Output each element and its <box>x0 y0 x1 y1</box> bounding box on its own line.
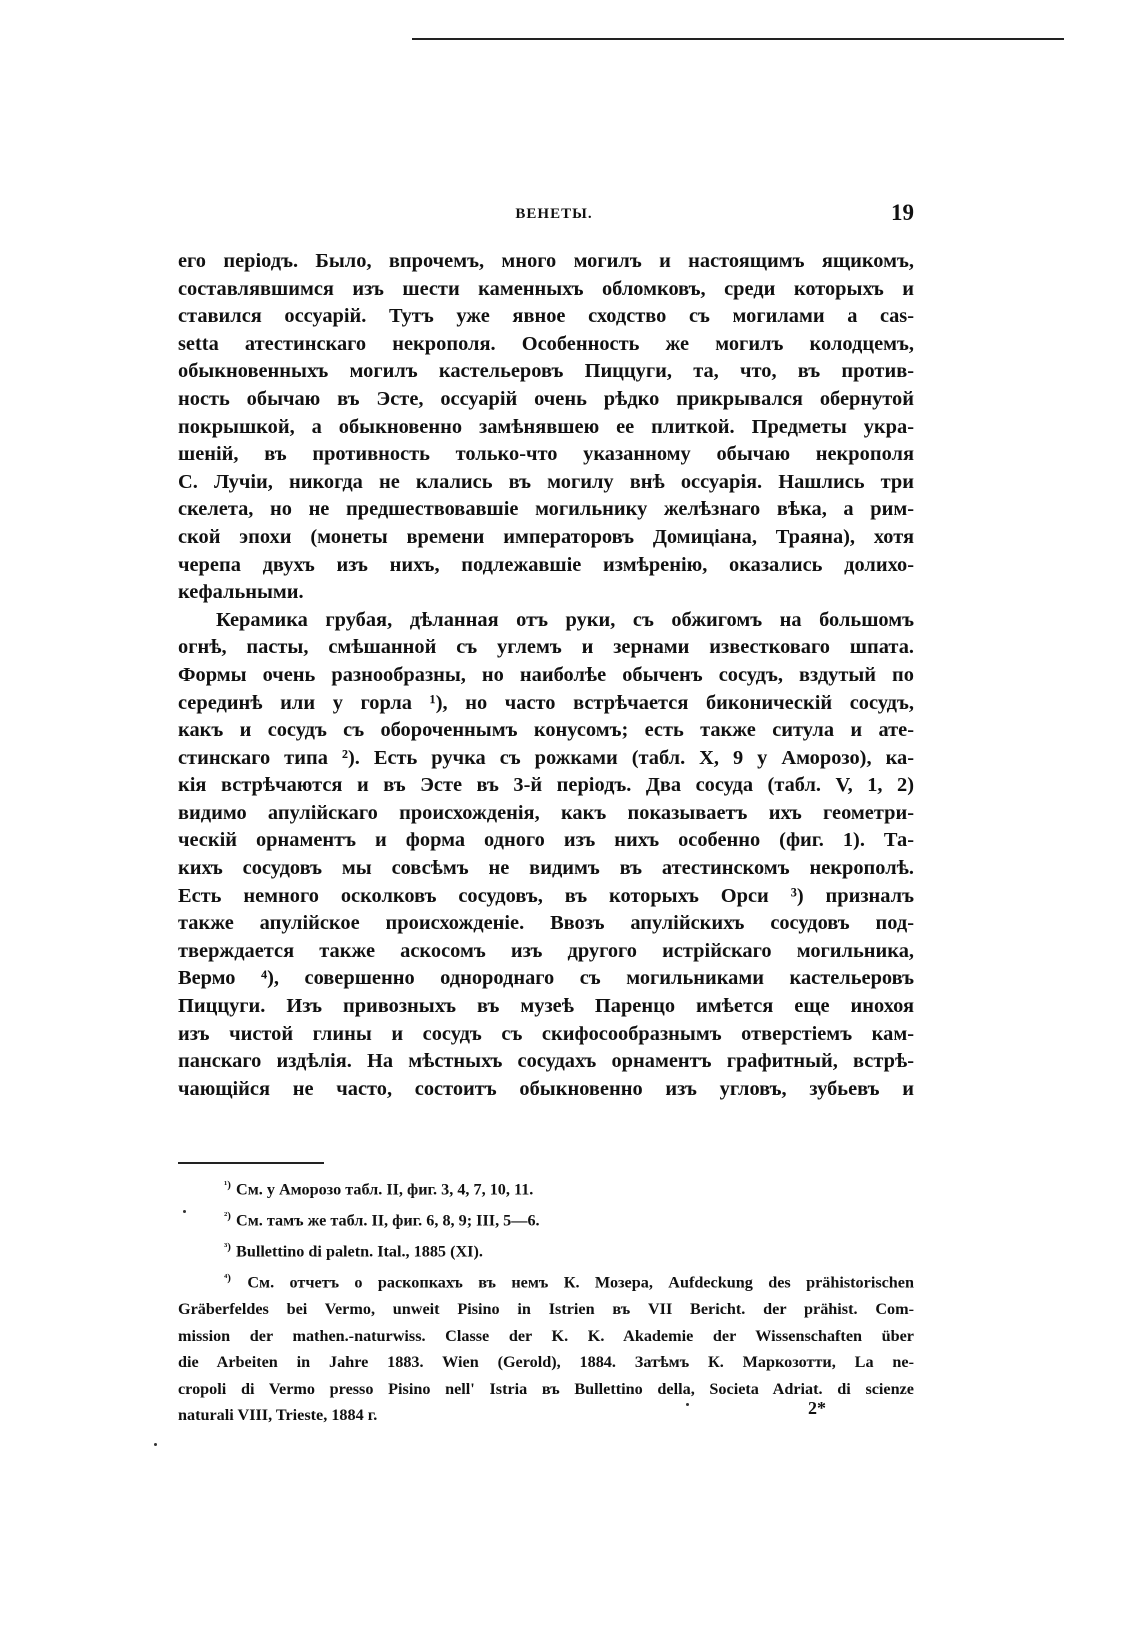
print-speck <box>686 1403 689 1406</box>
footnote-rule <box>178 1162 324 1164</box>
text-line: изъ чистой глины и сосудъ съ скифосообразнымъ отверстіемъ кам- <box>178 1022 914 1045</box>
footnote-mark: ²) <box>224 1209 231 1222</box>
print-speck <box>154 1443 157 1446</box>
text-line: видимо апулійскаго происхожденія, какъ показываетъ ихъ геометри- <box>178 801 914 824</box>
text-line: чающійся не часто, состоитъ обыкновенно изъ угловъ, зубьевъ и <box>178 1077 914 1100</box>
text-line: кефальными. <box>178 581 304 604</box>
text-line: его періодъ. Было, впрочемъ, много могилъ и настоящимъ ящикомъ, <box>178 250 914 272</box>
running-title: ВЕНЕТЫ. <box>515 206 593 222</box>
text-line: Формы очень разнообразны, но наиболѣе обыченъ сосудъ, вздутый по <box>178 663 914 686</box>
text-line: какъ и сосудъ съ обороченнымъ конусомъ; есть также ситула и ате- <box>178 719 914 742</box>
footnote-mark: ¹) <box>224 1179 231 1191</box>
text-line: Вермо ⁴), совершенно однороднаго съ могильниками кастельеровъ <box>178 967 914 990</box>
text-line: ставился оссуарій. Тутъ уже явное сходство съ могилами a cas- <box>178 305 914 328</box>
footnote-3 <box>178 1234 914 1265</box>
footnote-text: mission der mathen.-naturwiss. Classe der K. K. Akademie der Wissenschaften über <box>178 1326 914 1345</box>
footnote-text: Bullettino di paletn. Ital., 1885 (XI). <box>236 1242 483 1261</box>
footnote-text: См. у Аморозо табл. II, фиг. 3, 4, 7, 10, 11. <box>236 1180 534 1199</box>
text-line: Есть немного осколковъ сосудовъ, въ которыхъ Орси ³) призналъ <box>178 884 914 907</box>
text-line: панскаго издѣлія. На мѣстныхъ сосудахъ орнаментъ графитный, встрѣ- <box>178 1050 914 1073</box>
body-text <box>178 248 914 1103</box>
text-line: Керамика грубая, дѣланная отъ руки, съ обжигомъ на большомъ <box>216 608 914 631</box>
footnote-text: См. отчетъ о раскопкахъ въ немъ К. Мозера, Aufdeckung des prähistorischen <box>247 1273 914 1292</box>
top-rule <box>412 38 1064 40</box>
footnote-mark: ³) <box>224 1240 231 1253</box>
print-speck <box>183 1210 186 1213</box>
text-line: также апулійское происхожденіе. Ввозъ апулійскихъ сосудовъ под- <box>178 912 914 935</box>
page-number: 19 <box>891 200 914 225</box>
text-line: С. Лучіи, никогда не клались въ могилу внѣ оссуарія. Нашлись три <box>178 470 914 493</box>
text-line: черепа двухъ изъ нихъ, подлежавшіе измѣренію, оказались долихо- <box>178 553 914 576</box>
text-line: покрышкой, а обыкновенно замѣнявшею ее плиткой. Предметы укра- <box>178 415 914 438</box>
footnote-text: Gräberfeldes bei Vermo, unweit Pisino in Istrien въ VII Bericht. der prähist. Com- <box>178 1299 914 1318</box>
text-line: серединѣ или у горла ¹), но часто встрѣчается биконическій сосудъ, <box>178 691 914 714</box>
footnote-1 <box>178 1172 914 1203</box>
text-line: ской эпохи (монеты времени императоровъ Домиціана, Траяна), хотя <box>178 525 914 548</box>
page-header <box>178 200 914 234</box>
text-line: кихъ сосудовъ мы совсѣмъ не видимъ въ атестинскомъ некрополѣ. <box>178 857 914 880</box>
footnotes <box>178 1172 914 1429</box>
footnote-text: die Arbeiten in Jahre 1883. Wien (Gerold), 1884. Затѣмъ К. Маркозотти, La ne- <box>178 1353 914 1372</box>
text-line: тверждается также аскосомъ изъ другого истрійскаго могильника, <box>178 939 914 962</box>
footnote-text: cropoli di Vermo presso Pisino nell' Istria въ Bullettino della, Societa Adriat. di scienze <box>178 1379 914 1398</box>
footnote-mark: ⁴) <box>224 1271 231 1284</box>
text-line: Пиццуги. Изъ привозныхъ въ музеѣ Паренцо имѣется еще инохоя <box>178 995 914 1018</box>
paragraph-2 <box>178 607 914 1104</box>
text-line: составлявшимся изъ шести каменныхъ обломковъ, среди которыхъ и <box>178 277 914 300</box>
text-line: setta атестинскаго некрополя. Особенность же могилъ колодцемъ, <box>178 332 914 355</box>
text-line: ческій орнаментъ и форма одного изъ нихъ особенно (фиг. 1). Та- <box>178 829 914 852</box>
text-line: стинскаго типа ²). Есть ручка съ рожками (табл. X, 9 у Аморозо), ка- <box>178 746 914 769</box>
text-line: ность обычаю въ Эсте, оссуарій очень рѣдко прикрывался обернутой <box>178 387 914 410</box>
footnote-text: naturali VIII, Trieste, 1884 г. <box>178 1406 378 1425</box>
signature-mark: 2* <box>808 1398 826 1418</box>
footnote-2 <box>178 1203 914 1234</box>
text-line: скелета, но не предшествовавшіе могильнику желѣзнаго вѣка, а рим- <box>178 498 914 521</box>
text-line: огнѣ, пасты, смѣшанной съ углемъ и зернами известковаго шпата. <box>178 636 914 659</box>
footnote-4 <box>178 1265 914 1429</box>
text-line: шеній, въ противность только-что указанному обычаю некрополя <box>178 443 914 466</box>
text-line: кія встрѣчаются и въ Эсте въ 3-й періодъ. Два сосуда (табл. V, 1, 2) <box>178 774 914 797</box>
paragraph-1 <box>178 248 914 607</box>
text-line: обыкновенныхъ могилъ кастельеровъ Пиццуги, та, что, въ против- <box>178 360 914 383</box>
footnote-text: См. тамъ же табл. II, фиг. 6, 8, 9; III, 5—6. <box>236 1211 540 1230</box>
